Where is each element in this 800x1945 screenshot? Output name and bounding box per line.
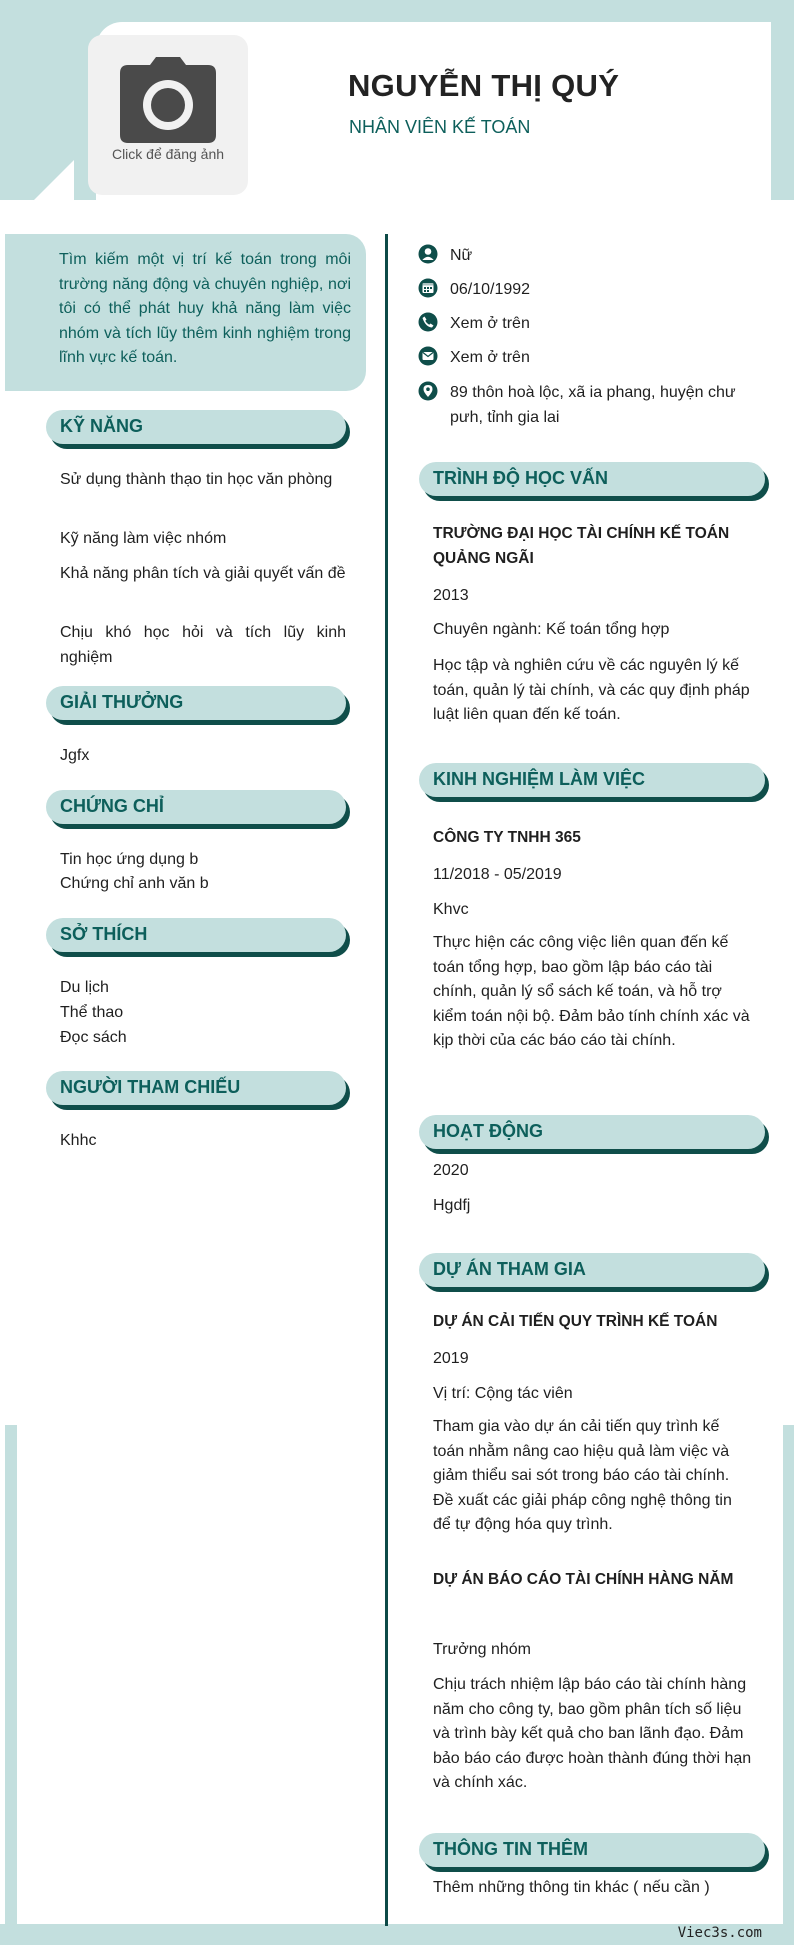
- candidate-position: NHÂN VIÊN KẾ TOÁN: [349, 117, 531, 137]
- contact-birthday: [418, 277, 760, 302]
- project-year: 2019: [433, 1350, 469, 1367]
- activities-title: HOẠT ĐỘNG: [433, 1121, 543, 1141]
- additional-heading: [419, 1833, 765, 1867]
- skill-item: Kỹ năng làm việc nhóm: [60, 530, 227, 547]
- hobby-item: Thể thao: [60, 1004, 124, 1021]
- objective-text: Tìm kiếm một vị trí kế toán trong môi trường năng động và chuyên nghiệp, nơi tôi có thể phát huy khả năng làm việc nhóm và tích lũy thêm kinh nghiệm trong lĩnh vực kế toán.: [59, 251, 351, 366]
- reference-item: Khhc: [60, 1132, 97, 1149]
- activity-description: Hgdfj: [433, 1197, 471, 1214]
- education-heading: [419, 462, 765, 496]
- frame-right: [783, 1425, 794, 1945]
- hobbies-title: SỞ THÍCH: [60, 924, 148, 944]
- project-name: DỰ ÁN CẢI TIẾN QUY TRÌNH KẾ TOÁN: [433, 1313, 718, 1330]
- project-description: Chịu trách nhiệm lập báo cáo tài chính hàng năm cho công ty, bao gồm phân tích số liệu và trình bày kết quả cho ban lãnh đạo. Đảm bảo báo cáo được hoàn thành đúng thời hạn và chính xác.: [433, 1676, 752, 1791]
- additional-title: THÔNG TIN THÊM: [433, 1839, 588, 1859]
- awards-title: GIẢI THƯỞNG: [60, 692, 184, 712]
- certificate-item: Chứng chỉ anh văn b: [60, 875, 209, 892]
- project-role: Trưởng nhóm: [433, 1641, 531, 1658]
- certificates-heading: [46, 790, 346, 824]
- calendar-icon: [418, 278, 438, 298]
- references-title: NGƯỜI THAM CHIẾU: [60, 1077, 241, 1097]
- experience-period: 11/2018 - 05/2019: [433, 866, 562, 883]
- activities-heading: [419, 1115, 765, 1149]
- career-objective: [5, 234, 366, 391]
- experience-role: Khvc: [433, 901, 469, 918]
- phone-icon: [418, 312, 438, 332]
- hobby-item: Du lịch: [60, 979, 109, 996]
- camera-icon: [120, 57, 216, 143]
- skills-heading: [46, 410, 346, 444]
- contact-email: [418, 345, 760, 370]
- projects-title: DỰ ÁN THAM GIA: [433, 1259, 586, 1279]
- education-title: TRÌNH ĐỘ HỌC VẤN: [433, 468, 608, 488]
- experience-title: KINH NGHIỆM LÀM VIỆC: [433, 769, 646, 789]
- contact-address: [418, 380, 760, 430]
- education-description: Học tập và nghiên cứu về các nguyên lý kế toán, quản lý tài chính, và các quy định pháp luật liên quan đến kế toán.: [433, 657, 750, 723]
- award-item: Jgfx: [60, 747, 90, 764]
- gender-value: Nữ: [450, 247, 473, 264]
- phone-value: Xem ở trên: [450, 315, 530, 332]
- address-value: 89 thôn hoà lộc, xã ia phang, huyện chư pưh, tỉnh gia lai: [450, 384, 736, 426]
- skill-item: Chịu khó học hỏi và tích lũy kinh nghiệm: [60, 624, 346, 666]
- company-name: CÔNG TY TNHH 365: [433, 829, 581, 846]
- experience-description: Thực hiện các công việc liên quan đến kế toán tổng hợp, bao gồm lập báo cáo tài chính, quản lý sổ sách kế toán, và hỗ trợ kiểm toán nội bộ. Đảm bảo tính chính xác và kịp thời của các báo cáo tài chính.: [433, 934, 750, 1049]
- skills-title: KỸ NĂNG: [60, 416, 144, 436]
- skill-item: Khả năng phân tích và giải quyết vấn đề: [60, 565, 346, 582]
- projects-heading: [419, 1253, 765, 1287]
- user-icon: [418, 244, 438, 264]
- email-value: Xem ở trên: [450, 349, 530, 366]
- education-year: 2013: [433, 587, 469, 604]
- birthday-value: 06/10/1992: [450, 281, 531, 298]
- photo-upload[interactable]: [88, 35, 248, 195]
- mail-icon: [418, 346, 438, 366]
- education-major: Chuyên ngành: Kế toán tổng hợp: [433, 621, 670, 638]
- skill-item: Sử dụng thành thạo tin học văn phòng: [60, 471, 333, 488]
- hobby-item: Đọc sách: [60, 1029, 127, 1046]
- contact-phone: [418, 311, 760, 336]
- photo-caption: Click để đăng ảnh: [111, 146, 225, 162]
- activity-year: 2020: [433, 1162, 469, 1179]
- certificate-item: Tin học ứng dụng b: [60, 851, 199, 868]
- watermark: Viec3s.com: [677, 1925, 762, 1941]
- certificates-title: CHỨNG CHỈ: [60, 796, 164, 816]
- candidate-name: NGUYỄN THỊ QUÝ: [348, 68, 620, 103]
- location-icon: [418, 381, 438, 401]
- frame-bottom: [0, 1924, 794, 1945]
- column-divider: [385, 234, 388, 1926]
- header-notch: [34, 160, 74, 200]
- contact-gender: [418, 243, 760, 268]
- experience-heading: [419, 763, 765, 797]
- project-role: Vị trí: Cộng tác viên: [433, 1385, 573, 1402]
- references-heading: [46, 1071, 346, 1105]
- additional-text: Thêm những thông tin khác ( nếu cần ): [433, 1879, 710, 1896]
- project-name: DỰ ÁN BÁO CÁO TÀI CHÍNH HÀNG NĂM: [433, 1571, 734, 1588]
- hobbies-heading: [46, 918, 346, 952]
- awards-heading: [46, 686, 346, 720]
- school-name: TRƯỜNG ĐẠI HỌC TÀI CHÍNH KẾ TOÁN QUẢNG NGÃI: [433, 525, 730, 567]
- frame-left: [5, 1425, 17, 1945]
- project-description: Tham gia vào dự án cải tiến quy trình kế toán nhằm nâng cao hiệu quả làm việc và giảm thiểu sai sót trong báo cáo tài chính. Đề xuất các giải pháp công nghệ thông tin để tự động hóa quy trình.: [433, 1418, 732, 1533]
